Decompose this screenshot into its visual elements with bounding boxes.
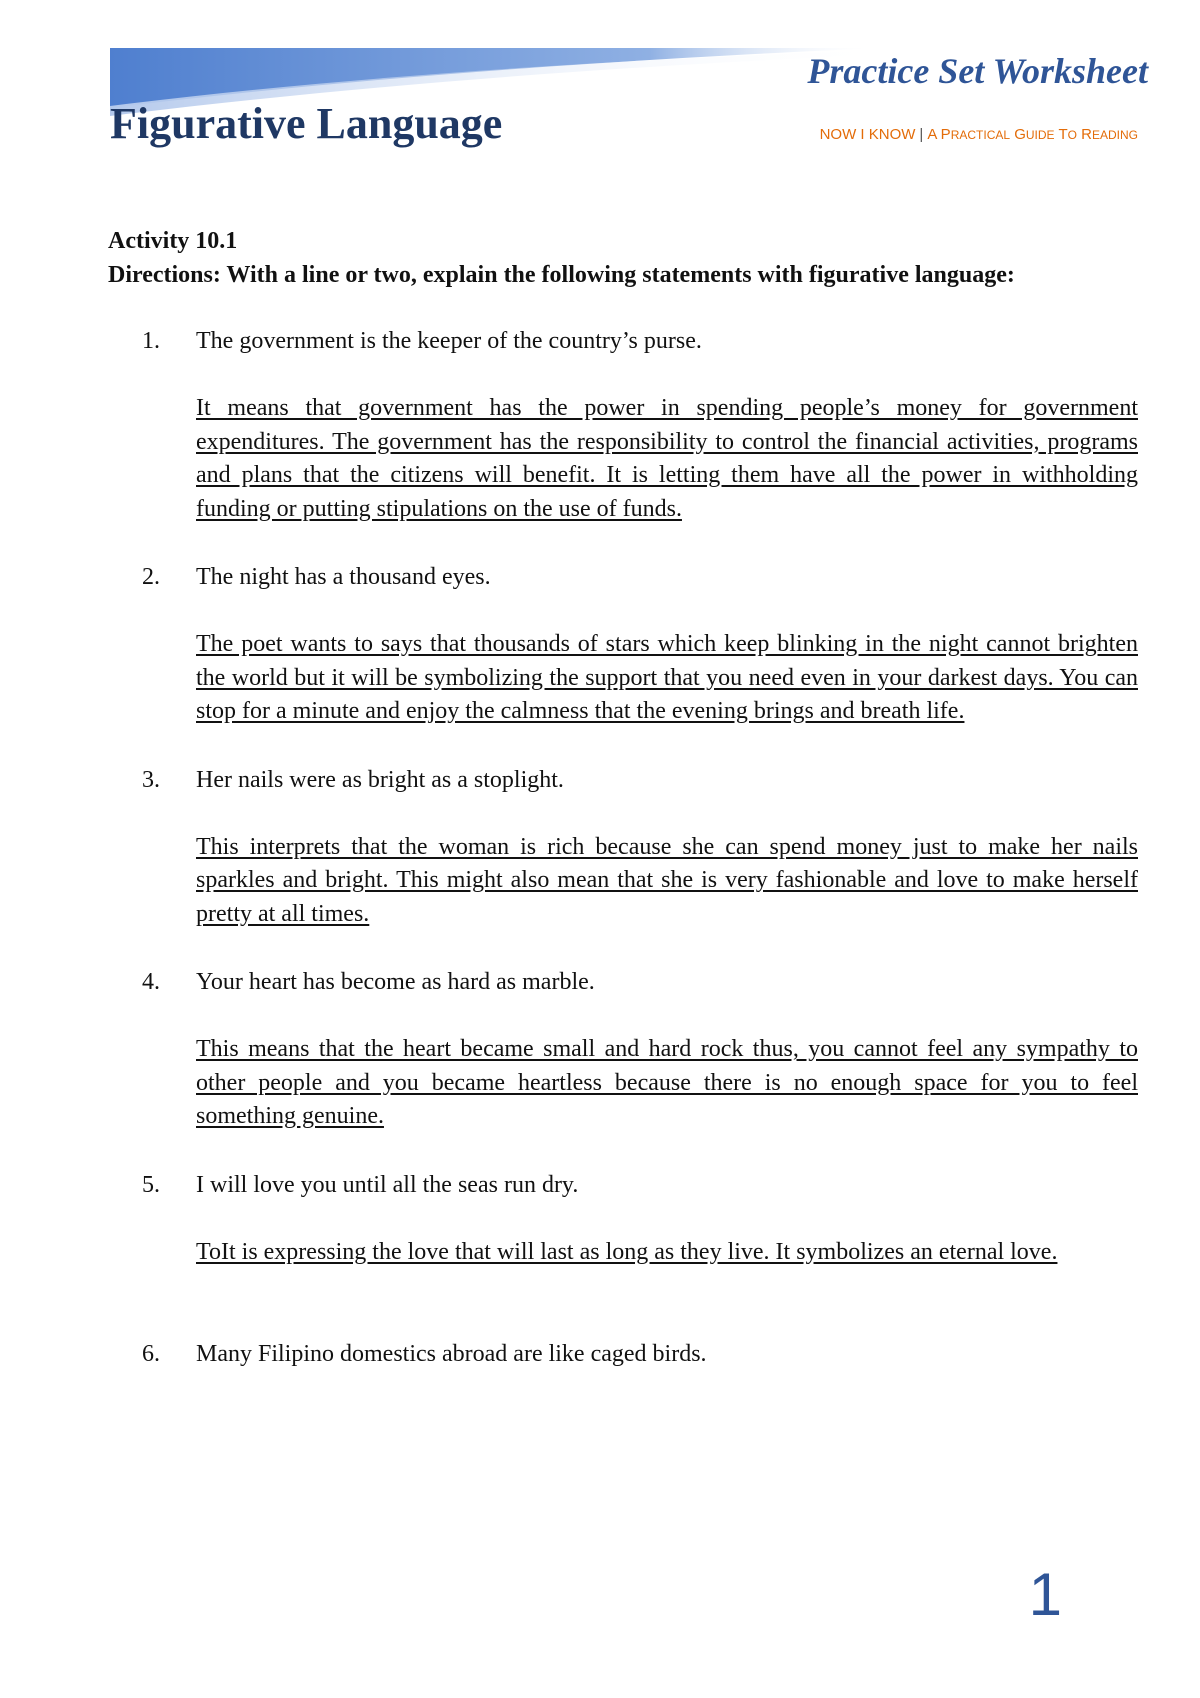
series-separator: |: [919, 126, 924, 143]
item-number: 4.: [142, 969, 160, 995]
list-item: [108, 965, 1138, 1134]
list-item: [108, 560, 1138, 729]
statement-text: Your heart has become as hard as marble.: [196, 969, 595, 995]
answer-text: The poet wants to says that thousands of stars which keep blinking in the night cannot brighten the world but it will be symbolizing the support that you need even in your darkest days. You can stop for a minute and enjoy the calmness that the evening brings and breath life.: [196, 631, 1138, 724]
item-number: 3.: [142, 766, 160, 793]
series-brand: NOW I KNOW: [819, 126, 916, 143]
page-number: 1: [1028, 1561, 1062, 1628]
item-number: 2.: [142, 564, 160, 590]
subject-title: Figurative Language: [110, 99, 503, 148]
statement-text: I will love you until all the seas run dry.: [196, 1171, 579, 1198]
statement-text: Her nails were as bright as a stoplight.: [196, 766, 564, 793]
answer-text: This means that the heart became small and hard rock thus, you cannot feel any sympathy to other people and you became heartless because there is no enough space for you to feel something genuine.: [196, 1036, 1138, 1129]
item-number: 1.: [142, 328, 160, 354]
worksheet-content: [108, 224, 1138, 1371]
statement-list: [108, 324, 1138, 1371]
statement-text: Many Filipino domestics abroad are like caged birds.: [196, 1341, 707, 1367]
statement-text: The government is the keeper of the country’s purse.: [196, 328, 702, 354]
list-item: [108, 1168, 1138, 1270]
series-label: NOW I KNOW | A PRACTICAL GUIDE TO READING: [819, 126, 1138, 143]
activity-title: Activity 10.1: [108, 228, 238, 254]
activity-directions: Directions: With a line or two, explain the following statements with figurative language:: [108, 262, 1015, 288]
list-item: [108, 763, 1138, 932]
item-number: 5.: [142, 1171, 160, 1198]
item-number: 6.: [142, 1341, 160, 1367]
answer-text: This interprets that the woman is rich because she can spend money just to make her nails sparkles and bright. This might also mean that she is very fashionable and love to make herself pretty at all times.: [196, 833, 1138, 927]
list-item: [108, 1337, 1138, 1371]
worksheet-label: Practice Set Worksheet: [807, 51, 1148, 91]
answer-text: It means that government has the power in spending people’s money for government expenditures. The government has the responsibility to control the financial activities, programs and plans that the citizens will benefit. It is letting them have all the power in withholding funding or putting stipulations on the use of funds.: [196, 395, 1138, 522]
answer-text: ToIt is expressing the love that will last as long as they live. It symbolizes an eternal love.: [196, 1238, 1058, 1265]
statement-text: The night has a thousand eyes.: [196, 564, 491, 590]
list-item: [108, 324, 1138, 526]
